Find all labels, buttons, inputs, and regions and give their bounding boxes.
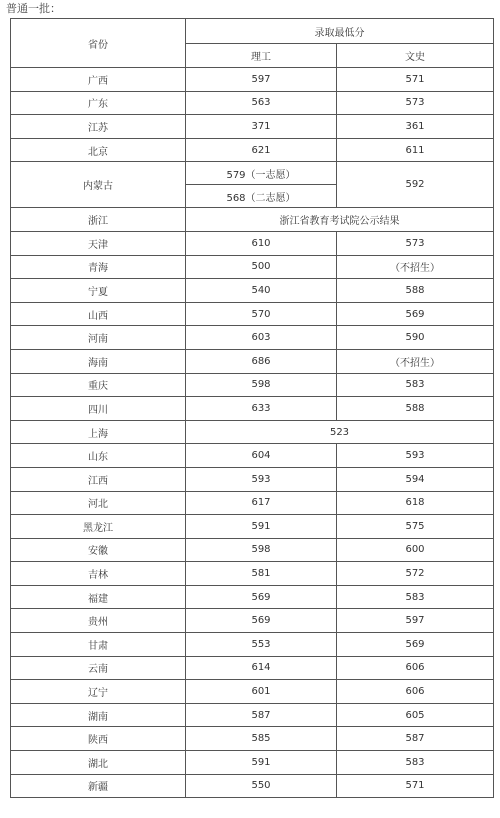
science-score-cell: 610 — [186, 231, 337, 255]
science-score-cell: 591 — [186, 751, 337, 775]
science-score-cell: 686 — [186, 349, 337, 373]
province-cell: 吉林 — [11, 562, 186, 586]
province-cell: 黑龙江 — [11, 515, 186, 539]
table-row — [11, 774, 494, 798]
table-row — [11, 397, 494, 421]
science-score-cell: 568（二志愿） — [186, 185, 337, 208]
arts-score-cell: 594 — [337, 467, 494, 491]
science-score-cell: 581 — [186, 562, 337, 586]
arts-score-cell: 587 — [337, 727, 494, 751]
arts-score-cell: 569 — [337, 633, 494, 657]
province-cell: 湖南 — [11, 703, 186, 727]
table-row — [11, 562, 494, 586]
province-cell: 海南 — [11, 349, 186, 373]
table-row — [11, 703, 494, 727]
table-row — [11, 138, 494, 162]
arts-score-cell: 573 — [337, 91, 494, 115]
science-score-cell: 598 — [186, 538, 337, 562]
province-cell: 天津 — [11, 231, 186, 255]
arts-score-cell: 611 — [337, 138, 494, 162]
header-province: 省份 — [11, 19, 186, 68]
arts-score-cell: 575 — [337, 515, 494, 539]
province-cell: 内蒙古 — [11, 162, 186, 208]
arts-score-cell: 593 — [337, 444, 494, 468]
table-row — [11, 515, 494, 539]
arts-score-cell: 569 — [337, 302, 494, 326]
science-score-cell: 371 — [186, 115, 337, 139]
science-score-cell: 614 — [186, 656, 337, 680]
arts-score-cell: 583 — [337, 751, 494, 775]
province-cell: 陕西 — [11, 727, 186, 751]
province-cell: 浙江 — [11, 208, 186, 232]
province-cell: 江西 — [11, 467, 186, 491]
table-row — [11, 491, 494, 515]
science-score-cell: 601 — [186, 680, 337, 704]
table-row — [11, 279, 494, 303]
table-row — [11, 231, 494, 255]
science-score-cell: 604 — [186, 444, 337, 468]
science-score-cell: 563 — [186, 91, 337, 115]
science-score-cell: 500 — [186, 255, 337, 279]
table-row — [11, 68, 494, 92]
province-cell: 湖北 — [11, 751, 186, 775]
province-cell: 新疆 — [11, 774, 186, 798]
province-cell: 北京 — [11, 138, 186, 162]
science-score-cell: 633 — [186, 397, 337, 421]
table-row — [11, 444, 494, 468]
arts-score-cell: （不招生） — [337, 255, 494, 279]
science-score-cell: 550 — [186, 774, 337, 798]
science-score-cell: 585 — [186, 727, 337, 751]
table-row — [11, 751, 494, 775]
province-cell: 四川 — [11, 397, 186, 421]
province-cell: 辽宁 — [11, 680, 186, 704]
table-row — [11, 538, 494, 562]
science-score-cell: 587 — [186, 703, 337, 727]
province-cell: 河北 — [11, 491, 186, 515]
merged-score-cell: 浙江省教育考试院公示结果 — [186, 208, 494, 232]
admission-score-table — [10, 18, 494, 798]
arts-score-cell: （不招生） — [337, 349, 494, 373]
table-row — [11, 609, 494, 633]
arts-score-cell: 600 — [337, 538, 494, 562]
table-row — [11, 680, 494, 704]
province-cell: 重庆 — [11, 373, 186, 397]
table-row — [11, 326, 494, 350]
table-body — [11, 68, 494, 798]
science-score-cell: 569 — [186, 609, 337, 633]
arts-score-cell: 606 — [337, 680, 494, 704]
science-score-cell: 540 — [186, 279, 337, 303]
province-cell: 云南 — [11, 656, 186, 680]
province-cell: 甘肃 — [11, 633, 186, 657]
province-cell: 贵州 — [11, 609, 186, 633]
table-row — [11, 115, 494, 139]
science-score-cell: 570 — [186, 302, 337, 326]
arts-score-cell: 597 — [337, 609, 494, 633]
table-row — [11, 373, 494, 397]
province-cell: 福建 — [11, 585, 186, 609]
arts-score-cell: 590 — [337, 326, 494, 350]
table-row — [11, 302, 494, 326]
arts-score-cell: 592 — [337, 162, 494, 208]
table-row — [11, 162, 494, 185]
header-science: 理工 — [186, 44, 337, 68]
province-cell: 安徽 — [11, 538, 186, 562]
arts-score-cell: 588 — [337, 279, 494, 303]
province-cell: 山东 — [11, 444, 186, 468]
arts-score-cell: 571 — [337, 68, 494, 92]
arts-score-cell: 606 — [337, 656, 494, 680]
arts-score-cell: 618 — [337, 491, 494, 515]
table-caption: 普通一批： — [6, 2, 61, 15]
table-row — [11, 467, 494, 491]
science-score-cell: 553 — [186, 633, 337, 657]
table-row — [11, 349, 494, 373]
arts-score-cell: 573 — [337, 231, 494, 255]
science-score-cell: 569 — [186, 585, 337, 609]
table-row — [11, 420, 494, 444]
province-cell: 宁夏 — [11, 279, 186, 303]
science-score-cell: 579（一志愿） — [186, 162, 337, 185]
arts-score-cell: 588 — [337, 397, 494, 421]
science-score-cell: 621 — [186, 138, 337, 162]
province-cell: 青海 — [11, 255, 186, 279]
province-cell: 上海 — [11, 420, 186, 444]
science-score-cell: 593 — [186, 467, 337, 491]
arts-score-cell: 583 — [337, 373, 494, 397]
table-row — [11, 91, 494, 115]
table-row — [11, 727, 494, 751]
province-cell: 广西 — [11, 68, 186, 92]
table-row — [11, 585, 494, 609]
science-score-cell: 597 — [186, 68, 337, 92]
header-min-score: 录取最低分 — [186, 19, 494, 44]
arts-score-cell: 605 — [337, 703, 494, 727]
province-cell: 江苏 — [11, 115, 186, 139]
table-row — [11, 656, 494, 680]
arts-score-cell: 572 — [337, 562, 494, 586]
province-cell: 广东 — [11, 91, 186, 115]
table-row — [11, 208, 494, 232]
science-score-cell: 591 — [186, 515, 337, 539]
science-score-cell: 617 — [186, 491, 337, 515]
science-score-cell: 603 — [186, 326, 337, 350]
merged-score-cell: 523 — [186, 420, 494, 444]
province-cell: 山西 — [11, 302, 186, 326]
table-row — [11, 255, 494, 279]
province-cell: 河南 — [11, 326, 186, 350]
arts-score-cell: 361 — [337, 115, 494, 139]
arts-score-cell: 571 — [337, 774, 494, 798]
science-score-cell: 598 — [186, 373, 337, 397]
arts-score-cell: 583 — [337, 585, 494, 609]
header-arts: 文史 — [337, 44, 494, 68]
table-row — [11, 633, 494, 657]
